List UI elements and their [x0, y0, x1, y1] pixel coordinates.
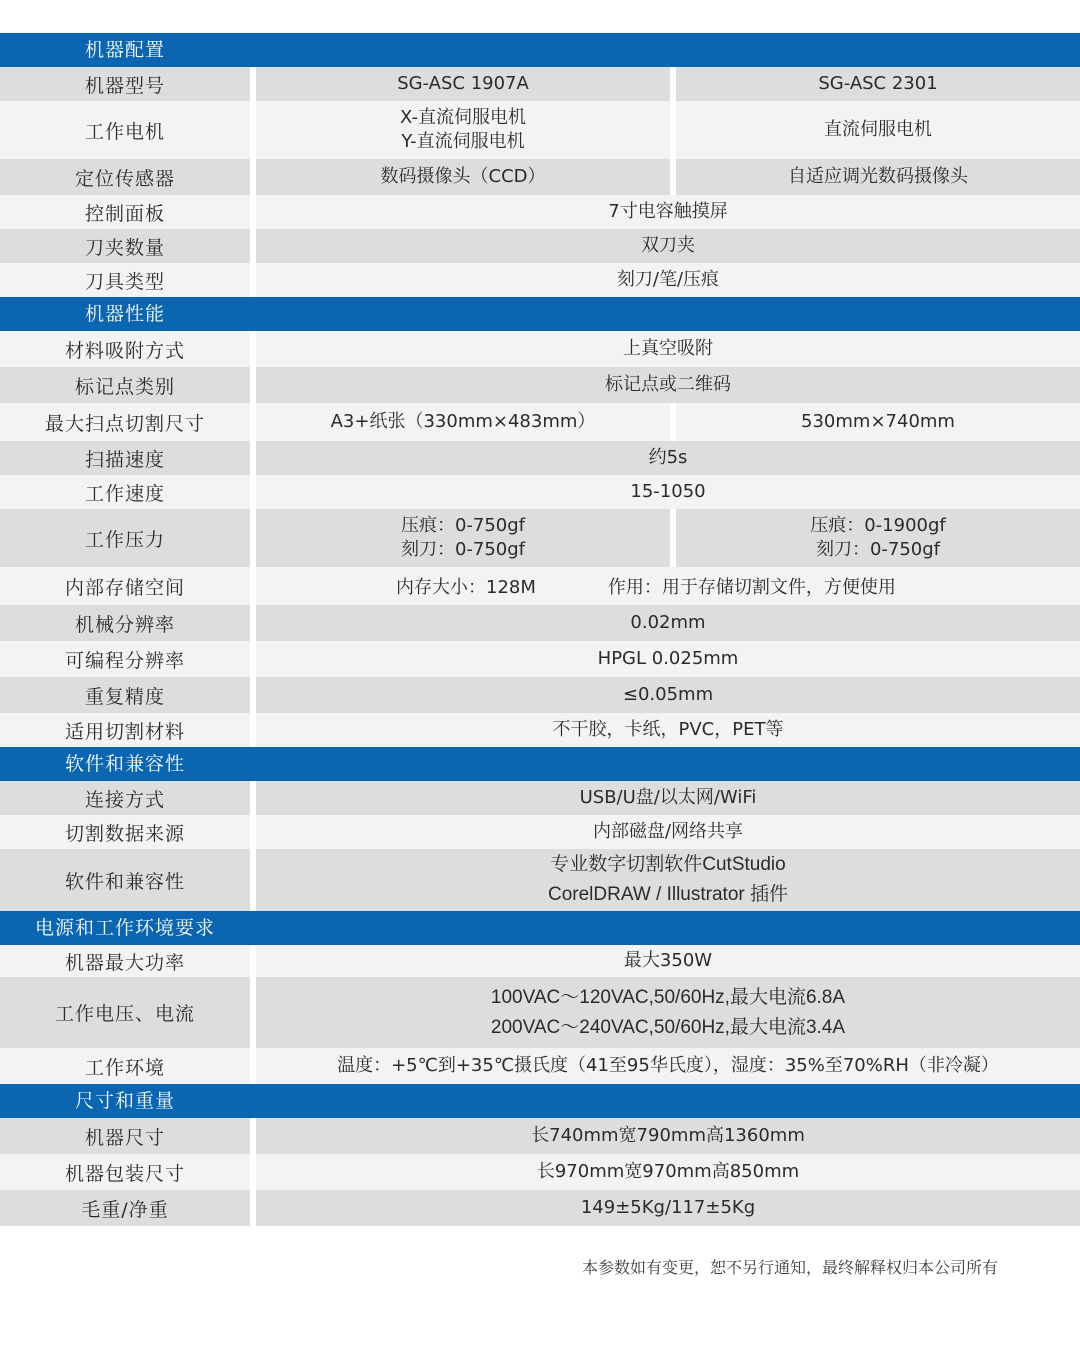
footer-note: 本参数如有变更，恕不另行通知，最终解释权归本公司所有 [581, 1258, 998, 1277]
spec-value-model-1907a [256, 509, 670, 567]
spec-row [0, 1048, 1080, 1084]
value-line: 100VAC～120VAC,50/60Hz,最大电流6.8A [490, 986, 846, 1008]
spec-row [0, 229, 1080, 263]
spec-value [256, 263, 1080, 297]
spec-row [0, 195, 1080, 229]
spec-value [256, 475, 1080, 509]
value-line: 数码摄像头（CCD） [380, 166, 546, 187]
value-line: 149±5Kg/117±5Kg [580, 1197, 756, 1218]
spec-value [256, 567, 1080, 605]
spec-label: 工作环境 [84, 1056, 165, 1079]
value-line: USB/U盘/以太网/WiFi [579, 787, 757, 808]
spec-value [256, 195, 1080, 229]
section-title: 机器配置 [84, 39, 165, 61]
spec-row [0, 1118, 1080, 1154]
value-line: Y-直流伺服电机 [401, 131, 525, 152]
spec-value-model-1907a [256, 67, 670, 101]
spec-label: 可编程分辨率 [64, 649, 185, 672]
spec-label: 工作电压、电流 [54, 1003, 195, 1025]
value-line: 双刀夹 [641, 235, 695, 256]
spec-value [256, 331, 1080, 367]
spec-row [0, 475, 1080, 509]
value-line: 直流伺服电机 [824, 119, 932, 140]
value-line: 约5s [648, 447, 688, 468]
value-line: X-直流伺服电机 [400, 107, 526, 128]
spec-row [0, 159, 1080, 195]
spec-row [0, 641, 1080, 677]
spec-row [0, 605, 1080, 641]
spec-value [256, 605, 1080, 641]
value-line: 刻刀：0-750gf [815, 539, 941, 560]
spec-value-model-1907a [256, 403, 670, 441]
value-line: 长970mm宽970mm高850mm [536, 1161, 800, 1182]
spec-value [256, 977, 1080, 1048]
spec-label: 标记点类别 [74, 375, 175, 398]
value-line: 7寸电容触摸屏 [608, 201, 728, 222]
value-line: 标记点或二维码 [605, 374, 731, 395]
value-line: 200VAC～240VAC,50/60Hz,最大电流3.4A [490, 1016, 846, 1038]
section-header [0, 33, 1080, 67]
spec-label: 机器包装尺寸 [64, 1162, 185, 1185]
spec-row [0, 849, 1080, 911]
value-line: 15-1050 [630, 481, 706, 502]
spec-table [0, 33, 1080, 1226]
spec-row [0, 403, 1080, 441]
value-line: 530mm×740mm [801, 411, 955, 432]
value-part: 作用：用于存储切割文件，方便使用 [607, 577, 896, 598]
section-title: 软件和兼容性 [64, 753, 185, 775]
spec-value-model-1907a [256, 101, 670, 159]
value-line: SG-ASC 1907A [397, 73, 529, 94]
spec-value [256, 641, 1080, 677]
spec-row [0, 263, 1080, 297]
section-title: 尺寸和重量 [74, 1090, 175, 1112]
spec-value [256, 1154, 1080, 1190]
spec-label: 刀具类型 [84, 270, 165, 293]
section-header [0, 747, 1080, 781]
value-line: 刻刀：0-750gf [400, 539, 526, 560]
section-title: 电源和工作环境要求 [34, 917, 215, 939]
section-title: 机器性能 [84, 303, 165, 325]
spec-row [0, 713, 1080, 747]
value-line: CorelDRAW / Illustrator 插件 [548, 884, 788, 905]
spec-label: 工作速度 [84, 482, 165, 505]
spec-row [0, 441, 1080, 475]
section-header [0, 911, 1080, 945]
spec-label: 机械分辨率 [74, 613, 175, 636]
spec-label: 扫描速度 [84, 448, 165, 471]
spec-row [0, 567, 1080, 605]
spec-value-model-2301 [676, 509, 1080, 567]
spec-row [0, 815, 1080, 849]
spec-value-model-2301 [676, 101, 1080, 159]
section-header [0, 297, 1080, 331]
value-line: SG-ASC 2301 [818, 73, 938, 94]
value-part: 内存大小：128M [396, 577, 536, 598]
value-line: 压痕：0-750gf [400, 515, 526, 536]
spec-label: 重复精度 [84, 685, 165, 708]
value-line: 长740mm宽790mm高1360mm [531, 1125, 805, 1146]
spec-label: 连接方式 [84, 788, 165, 811]
value-line: 内部磁盘/网络共享 [592, 821, 744, 842]
spec-value [256, 849, 1080, 911]
spec-value [256, 229, 1080, 263]
spec-value [256, 1118, 1080, 1154]
spec-label: 机器型号 [84, 74, 165, 97]
spec-value [256, 945, 1080, 977]
value-line: 温度：+5℃到+35℃摄氏度（41至95华氏度），湿度：35%至70%RH（非冷凝） [337, 1055, 999, 1076]
spec-label: 刀夹数量 [84, 236, 165, 259]
value-line: A3+纸张（330mm×483mm） [330, 411, 596, 432]
value-line: 上真空吸附 [623, 338, 713, 359]
value-line: 最大350W [623, 950, 713, 971]
section-header [0, 1084, 1080, 1118]
spec-value [256, 815, 1080, 849]
spec-label: 材料吸附方式 [64, 339, 185, 362]
spec-row [0, 331, 1080, 367]
value-line: ≤0.05mm [622, 684, 714, 705]
value-line: 0.02mm [630, 612, 706, 633]
value-line: 专业数字切割软件CutStudio [550, 854, 786, 875]
spec-row [0, 677, 1080, 713]
spec-label: 控制面板 [84, 202, 165, 225]
spec-label: 工作压力 [84, 528, 165, 551]
value-line: HPGL 0.025mm [597, 648, 739, 669]
value-line: 不干胶，卡纸，PVC，PET等 [552, 719, 784, 740]
spec-label: 切割数据来源 [64, 822, 185, 845]
spec-value-model-2301 [676, 159, 1080, 195]
spec-value [256, 1048, 1080, 1084]
spec-value-model-2301 [676, 403, 1080, 441]
spec-value [256, 367, 1080, 403]
spec-row [0, 977, 1080, 1048]
spec-value-model-1907a [256, 159, 670, 195]
spec-label: 软件和兼容性 [64, 870, 185, 893]
spec-value [256, 1190, 1080, 1226]
spec-label: 适用切割材料 [64, 720, 185, 743]
spec-label: 毛重/净重 [81, 1198, 169, 1221]
value-line: 自适应调光数码摄像头 [788, 166, 968, 187]
value-line: 刻刀/笔/压痕 [616, 269, 720, 290]
value-line: 压痕：0-1900gf [810, 515, 946, 536]
spec-value [256, 713, 1080, 747]
spec-label: 内部存储空间 [64, 576, 185, 599]
spec-row [0, 1190, 1080, 1226]
spec-label: 定位传感器 [74, 167, 175, 190]
spec-value-model-2301 [676, 67, 1080, 101]
spec-row [0, 781, 1080, 815]
spec-value [256, 441, 1080, 475]
spec-row [0, 1154, 1080, 1190]
spec-label: 工作电机 [84, 120, 165, 143]
spec-label: 机器最大功率 [64, 951, 185, 974]
spec-label: 机器尺寸 [84, 1126, 165, 1149]
spec-row [0, 509, 1080, 567]
spec-row [0, 101, 1080, 159]
spec-row [0, 367, 1080, 403]
spec-value [256, 781, 1080, 815]
spec-row [0, 67, 1080, 101]
spec-value [256, 677, 1080, 713]
spec-row [0, 945, 1080, 977]
spec-label: 最大扫点切割尺寸 [44, 412, 205, 435]
